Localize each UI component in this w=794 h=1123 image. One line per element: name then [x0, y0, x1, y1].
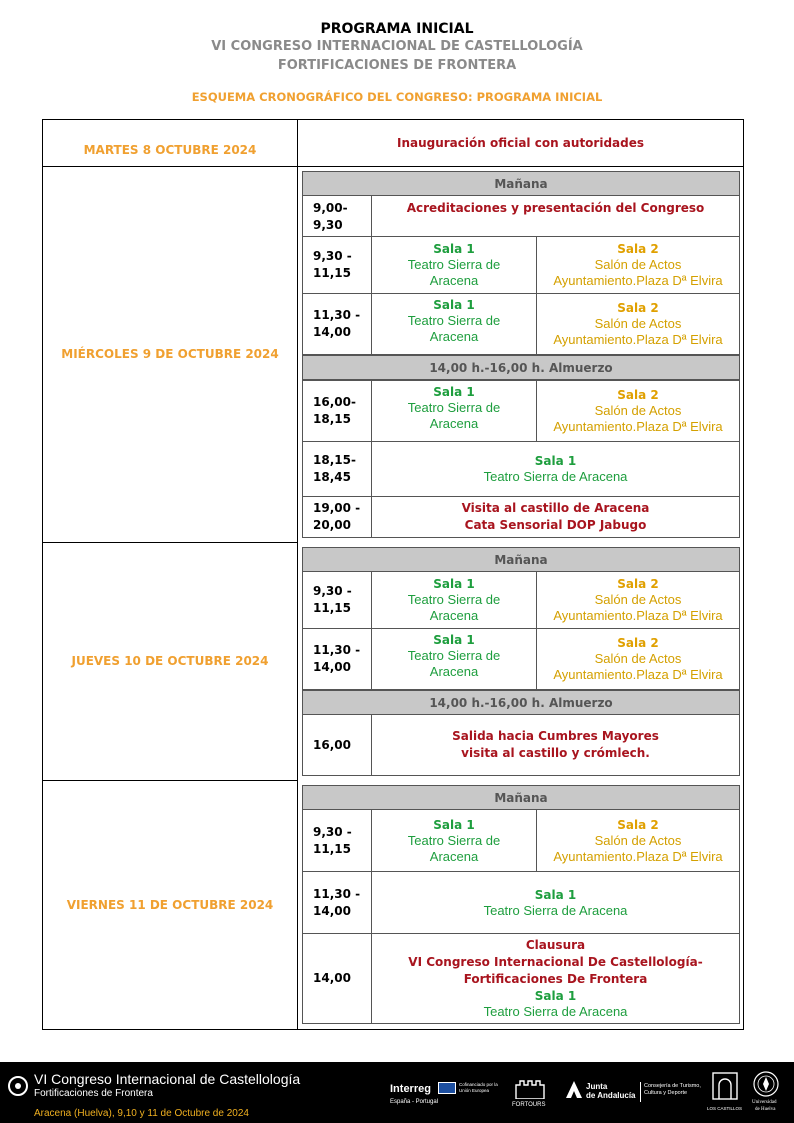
time-cell: [302, 714, 372, 776]
visit-text: Visita al castillo de Aracena: [461, 501, 650, 515]
sala1-cell: [371, 236, 537, 294]
sala1-cell: [371, 871, 740, 934]
venue-text: Salón de Actos: [594, 832, 682, 848]
sala2-label: Sala 2: [617, 388, 659, 402]
time-start: 11,30 -: [313, 886, 361, 901]
footer-banner: [0, 1062, 794, 1123]
venue-text: Teatro Sierra de: [407, 648, 501, 663]
university-seal-icon: [752, 1070, 780, 1098]
congress-logo-icon: [6, 1074, 30, 1098]
day-friday: VIERNES 11 DE OCTUBRE 2024: [66, 898, 274, 912]
time-end: 11,15: [313, 601, 351, 615]
morning-header: Mañana: [302, 785, 740, 810]
sala1-cell: [371, 441, 740, 497]
morning-header: Mañana: [302, 171, 740, 196]
exit-text: Salida hacia Cumbres Mayores: [452, 729, 659, 743]
time-start: 19,00 -: [313, 501, 361, 515]
venue-text: Teatro Sierra de Aracena: [483, 469, 628, 484]
sala1-label: Sala 1: [534, 989, 577, 1003]
time-cell: [302, 380, 372, 442]
venue-text: Teatro Sierra de Aracena: [483, 902, 628, 918]
sala1-label: Sala 1: [433, 385, 475, 399]
venue-text: Salón de Actos: [594, 316, 682, 331]
sala1-label: Sala 1: [433, 633, 475, 647]
fortours-label: FORTOURS: [512, 1102, 546, 1108]
accreditation-text: Acreditaciones y presentación del Congreso: [406, 201, 705, 215]
venue-text: Teatro Sierra de: [407, 832, 501, 848]
footer-place-rest: (Huelva), 9,10 y 11 de Octubre de 2024: [74, 1108, 249, 1119]
time-start: 14,00: [313, 971, 351, 985]
morning-header: Mañana: [302, 547, 740, 572]
sala2-label: Sala 2: [617, 636, 659, 650]
congress-subtitle: FORTIFICACIONES DE FRONTERA: [277, 58, 517, 73]
sala1-cell: [371, 571, 537, 629]
venue-text: Aracena: [429, 608, 479, 623]
tasting-text: Cata Sensorial DOP Jabugo: [464, 518, 647, 532]
sala1-label: Sala 1: [433, 817, 475, 832]
sala2-label: Sala 2: [617, 242, 659, 256]
venue-text: Ayuntamiento.Plaza Dª Elvira: [553, 608, 723, 623]
closing-congress: VI Congreso Internacional De Castellología-: [408, 955, 703, 969]
junta-label: Junta: [586, 1082, 608, 1091]
lunch-header: 14,00 h.-16,00 h. Almuerzo: [302, 690, 740, 715]
sala1-cell: [371, 293, 537, 355]
time-start: 9,30 -: [313, 249, 352, 263]
venue-text: Aracena: [429, 329, 479, 344]
venue-text: Salón de Actos: [594, 403, 682, 418]
venue-text: Teatro Sierra de: [407, 400, 501, 415]
time-end: 14,00: [313, 660, 351, 674]
venue-text: Salón de Actos: [594, 257, 682, 272]
schedule-subtitle: ESQUEMA CRONOGRÁFICO DEL CONGRESO: PROGRAMA INICIAL: [191, 90, 603, 104]
sala2-label: Sala 2: [617, 301, 659, 315]
castillos-logo-icon: [710, 1070, 740, 1102]
venue-text: Ayuntamiento.Plaza Dª Elvira: [553, 419, 723, 434]
footer-divider: [640, 1082, 641, 1102]
time-start: 9,00-: [313, 201, 348, 215]
time-cell: [302, 628, 372, 690]
eu-text: Cofinanciado por la Unión Europea: [459, 1082, 498, 1093]
venue-text: Teatro Sierra de: [407, 313, 501, 328]
sala1-cell: [371, 809, 537, 872]
footer-place: Aracena: [34, 1108, 72, 1119]
sala2-label: Sala 2: [617, 577, 659, 591]
tuesday-event: [298, 120, 743, 166]
time-start: 9,30 -: [313, 584, 352, 598]
sala2-cell: [536, 809, 740, 872]
event-cell: [371, 714, 740, 776]
page-title: PROGRAMA INICIAL: [320, 21, 474, 37]
inauguration-text: Inauguración oficial con autoridades: [396, 135, 645, 150]
sala2-label: Sala 2: [617, 817, 659, 832]
congress-title: VI CONGRESO INTERNACIONAL DE CASTELLOLOGÍA: [211, 39, 583, 54]
sala2-cell: [536, 293, 740, 355]
footer-title: VI Congreso Internacional de Castellología: [34, 1071, 301, 1087]
time-cell: [302, 195, 372, 237]
time-start: 11,30 -: [313, 308, 361, 322]
sala2-cell: [536, 571, 740, 629]
time-end: 11,15: [313, 841, 351, 856]
sala1-cell: [371, 628, 537, 690]
sala1-label: Sala 1: [433, 242, 475, 256]
venue-text: Aracena: [429, 416, 479, 431]
junta-logo-icon: [564, 1079, 584, 1099]
time-start: 9,30 -: [313, 824, 352, 839]
time-end: 11,15: [313, 266, 351, 280]
closing-cell: [371, 933, 740, 1024]
interreg-sub: España - Portugal: [390, 1099, 439, 1105]
day-thursday: JUEVES 10 DE OCTUBRE 2024: [71, 654, 269, 668]
time-cell: [302, 441, 372, 497]
time-cell: [302, 236, 372, 294]
footer-subtitle: Fortificaciones de Frontera: [34, 1088, 153, 1099]
event-cell: [371, 195, 740, 237]
university-label-2: de Huelva: [755, 1107, 776, 1112]
sala2-cell: [536, 236, 740, 294]
event-cell: [371, 496, 740, 538]
venue-text: Salón de Actos: [594, 651, 682, 666]
footer-date: [34, 1108, 249, 1119]
university-label: Universidad: [752, 1100, 777, 1105]
sala2-cell: [536, 628, 740, 690]
lunch-header: 14,00 h.-16,00 h. Almuerzo: [302, 355, 740, 380]
time-start: 16,00: [313, 737, 351, 752]
time-end: 18,45: [313, 470, 351, 484]
venue-text: Teatro Sierra de: [407, 257, 501, 272]
visit-text: visita al castillo y crómlech.: [461, 746, 650, 760]
junta-label-2: de Andalucía: [586, 1091, 636, 1100]
venue-text: Aracena: [429, 848, 479, 864]
time-cell: [302, 496, 372, 538]
time-cell: [302, 871, 372, 934]
venue-text: Ayuntamiento.Plaza Dª Elvira: [553, 667, 723, 682]
time-start: 18,15-: [313, 453, 356, 467]
venue-text: Salón de Actos: [594, 592, 682, 607]
sala1-label: Sala 1: [534, 887, 577, 902]
venue-text: Aracena: [429, 664, 479, 679]
closing-title: Clausura: [525, 938, 586, 952]
time-end: 18,15: [313, 412, 351, 426]
castillos-label: LOS CASTILLOS: [707, 1106, 743, 1111]
day-tuesday: MARTES 8 OCTUBRE 2024: [83, 143, 257, 157]
time-end: 9,30: [313, 218, 343, 232]
venue-text: Teatro Sierra de: [407, 592, 501, 607]
venue-text: Aracena: [429, 273, 479, 288]
time-cell: [302, 293, 372, 355]
sala1-cell: [371, 380, 537, 442]
day-wednesday: MIÉRCOLES 9 DE OCTUBRE 2024: [61, 347, 279, 361]
sala2-cell: [536, 380, 740, 442]
sala1-label: Sala 1: [433, 298, 475, 312]
venue-text: Ayuntamiento.Plaza Dª Elvira: [553, 848, 723, 864]
venue-text: Teatro Sierra de Aracena: [483, 1004, 628, 1019]
sala1-label: Sala 1: [433, 577, 475, 591]
venue-text: Ayuntamiento.Plaza Dª Elvira: [553, 332, 723, 347]
time-end: 20,00: [313, 518, 351, 532]
time-cell: [302, 933, 372, 1024]
sala1-label: Sala 1: [534, 454, 577, 468]
time-end: 14,00: [313, 325, 351, 339]
interreg-label: Interreg: [390, 1083, 431, 1095]
venue-text: Ayuntamiento.Plaza Dª Elvira: [553, 273, 723, 288]
fortours-castle-icon: [514, 1079, 546, 1099]
time-end: 14,00: [313, 903, 351, 918]
time-cell: [302, 571, 372, 629]
consejeria-text: Consejería de Turismo, Cultura y Deporte: [644, 1083, 701, 1096]
time-start: 11,30 -: [313, 643, 361, 657]
eu-flag-icon: [438, 1082, 456, 1094]
closing-congress-sub: Fortificaciones De Frontera: [463, 972, 648, 986]
time-cell: [302, 809, 372, 872]
time-start: 16,00-: [313, 395, 356, 409]
